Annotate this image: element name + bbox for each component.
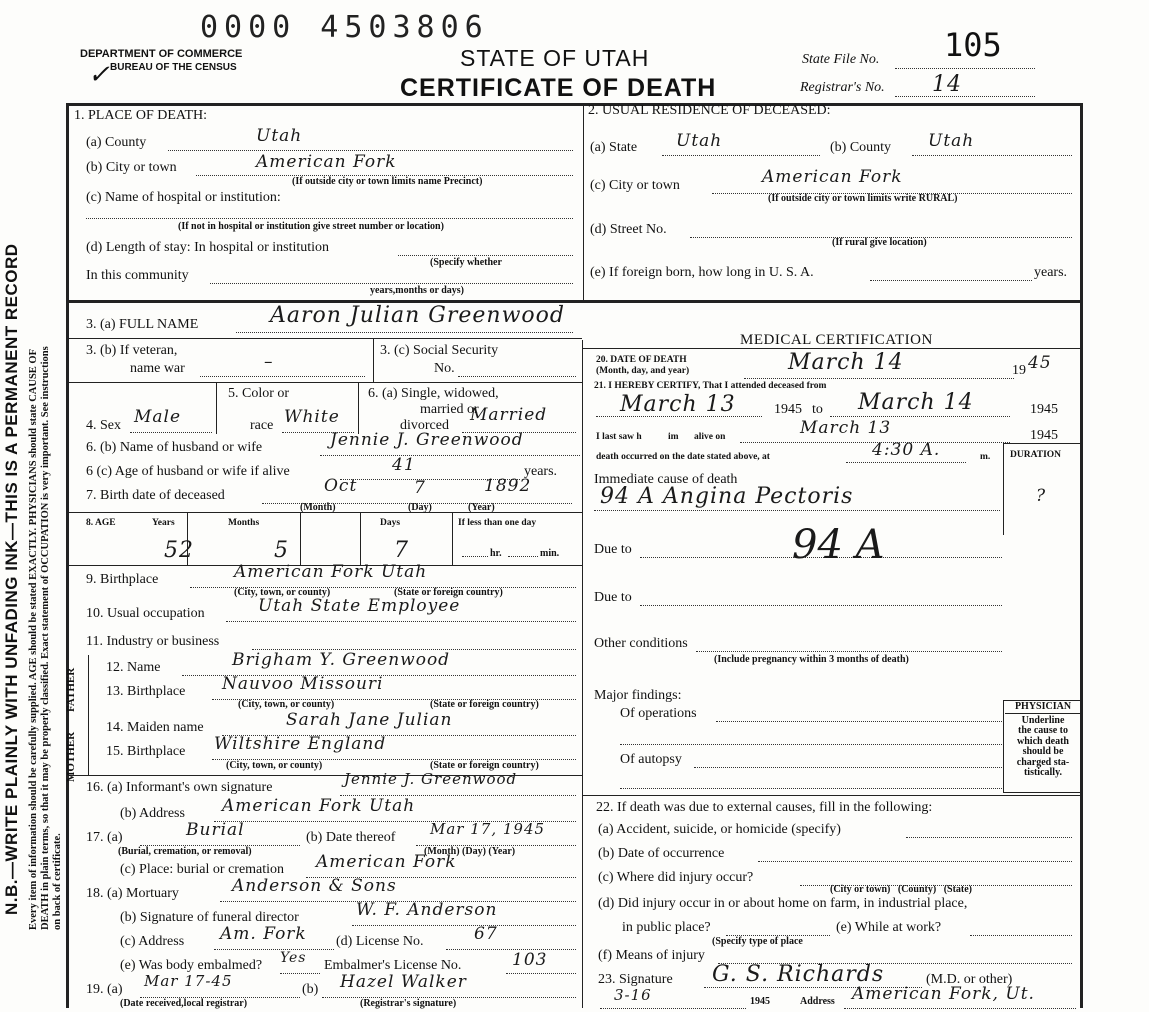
registrar-number: 14 xyxy=(932,72,962,97)
residence-heading: 2. USUAL RESIDENCE OF DECEASED: xyxy=(588,103,831,118)
funeral-director-label: (b) Signature of funeral director xyxy=(120,910,299,925)
age-months-label: Months xyxy=(228,518,260,528)
residence-city-label: (c) City or town xyxy=(590,178,680,193)
state-file-number: 105 xyxy=(944,26,1002,64)
home-label: (d) Did injury occur in or about home on farm, in industrial place, xyxy=(598,896,968,911)
alive-on-year: 1945 xyxy=(1030,428,1058,443)
immediate-cause-label: Immediate cause of death xyxy=(594,472,738,487)
side-warning: N.B.—WRITE PLAINLY WITH UNFADING INK—THIS IS A PERMANENT RECORD xyxy=(2,243,21,915)
state-title: STATE OF UTAH xyxy=(460,45,650,71)
father-label: FATHER xyxy=(65,667,77,712)
birth-year-note: (Year) xyxy=(468,502,495,513)
signature-value: G. S. Richards xyxy=(712,962,885,987)
mother-birthplace-value: Wiltshire England xyxy=(214,734,387,754)
registrar-label: Registrar's No. xyxy=(800,80,885,95)
attended-to-label: to xyxy=(812,402,823,417)
residence-state-label: (a) State xyxy=(590,140,638,155)
immediate-cause-value: 94 A Angina Pectoris xyxy=(600,484,854,509)
received-label: 19. (a) xyxy=(86,982,123,997)
birthplace-label: 9. Birthplace xyxy=(86,572,159,587)
age-days-value: 7 xyxy=(394,538,409,563)
registrar-sig-value: Hazel Walker xyxy=(340,972,467,992)
disposition-date-label: (b) Date thereof xyxy=(306,830,396,845)
embalmed-label: (e) Was body embalmed? xyxy=(120,958,263,973)
hospital-note: (If not in hospital or institution give street number or location) xyxy=(178,221,444,232)
age-years-label: Years xyxy=(152,518,175,528)
father-name-label: 12. Name xyxy=(106,660,161,675)
where-label: (c) Where did injury occur? xyxy=(598,870,754,885)
burial-place-label: (c) Place: burial or cremation xyxy=(120,862,285,877)
residence-city-value: American Fork xyxy=(762,167,903,187)
last-saw-value: im xyxy=(668,432,679,442)
death-city-value: American Fork xyxy=(256,152,397,172)
informant-address-value: American Fork Utah xyxy=(222,796,416,816)
birth-month-note: (Month) xyxy=(300,502,336,513)
physician-box-line: Underline xyxy=(1021,714,1065,726)
medical-heading: MEDICAL CERTIFICATION xyxy=(740,332,933,348)
side-instructions-3: on back of certificate. xyxy=(52,833,63,930)
death-year-prefix: 19 xyxy=(1012,363,1026,378)
informant-address-label: (b) Address xyxy=(120,806,185,821)
birthplace-note-city: (City, town, or county) xyxy=(234,587,331,598)
mother-name-label: 14. Maiden name xyxy=(106,720,204,735)
bureau-label: BUREAU OF THE CENSUS xyxy=(110,62,237,73)
where-note: (City or town) (County) (State) xyxy=(830,884,973,895)
major-findings-label: Major findings: xyxy=(594,688,682,703)
spouse-age-unit: years. xyxy=(524,464,558,479)
side-instructions-1: Every item of information should be carefully supplied. AGE should be stated EXACTLY. PHYSICIANS should state CAUSE OF xyxy=(28,349,39,930)
attended-from-year: 1945 xyxy=(774,402,802,417)
external-heading: 22. If death was due to external causes, fill in the following: xyxy=(596,800,933,815)
signature-address-value: American Fork, Ut. xyxy=(852,984,1035,1004)
spouse-label: 6. (b) Name of husband or wife xyxy=(86,440,263,455)
operations-label: Of operations xyxy=(620,706,697,721)
city-label: (b) City or town xyxy=(86,160,177,175)
ssn-no-label: No. xyxy=(434,361,455,376)
birthplace-value: American Fork Utah xyxy=(234,562,428,582)
father-note-city: (City, town, or county) xyxy=(238,699,335,710)
min-label: min. xyxy=(540,548,560,559)
at-work-label: (e) While at work? xyxy=(836,920,942,935)
license-label: (d) License No. xyxy=(336,934,424,949)
spouse-age-value: 41 xyxy=(392,455,416,475)
street-note: (If rural give location) xyxy=(832,237,927,248)
funeral-director-value: W. F. Anderson xyxy=(356,900,498,920)
sex-value: Male xyxy=(134,407,182,427)
license-value: 67 xyxy=(474,924,498,944)
age-years-value: 52 xyxy=(164,538,194,563)
physician-box-line: charged sta- xyxy=(1016,756,1070,768)
attended-to-value: March 14 xyxy=(858,390,974,415)
industry-label: 11. Industry or business xyxy=(86,634,220,649)
physician-box-line: which death xyxy=(1017,735,1069,747)
mother-label: MOTHER xyxy=(65,731,77,782)
birth-date-label: 7. Birth date of deceased xyxy=(86,488,225,503)
ssn-label: 3. (c) Social Security xyxy=(380,343,499,358)
signature-label: 23. Signature xyxy=(598,972,673,987)
disposition-label: 17. (a) xyxy=(86,830,123,845)
community-label: In this community xyxy=(86,268,189,283)
age-months-value: 5 xyxy=(274,538,289,563)
md-label: (M.D. or other) xyxy=(926,972,1013,987)
disposition-note: (Burial, cremation, or removal) xyxy=(118,846,252,857)
death-time-label: death occurred on the date stated above, at xyxy=(596,452,770,462)
marital-value: Married xyxy=(470,405,548,425)
death-county-value: Utah xyxy=(256,126,303,146)
other-conditions-label: Other conditions xyxy=(594,636,688,651)
hr-label: hr. xyxy=(490,548,502,559)
full-name-value: Aaron Julian Greenwood xyxy=(270,303,565,328)
mortuary-label: 18. (a) Mortuary xyxy=(86,886,179,901)
document-title: CERTIFICATE OF DEATH xyxy=(400,74,717,102)
residence-city-note: (If outside city or town limits write RURAL) xyxy=(768,193,958,204)
community-note: years,months or days) xyxy=(370,285,464,296)
hospital-label: (c) Name of hospital or institution: xyxy=(86,190,281,205)
physician-box-line: PHYSICIAN xyxy=(1005,702,1081,714)
mother-birthplace-label: 15. Birthplace xyxy=(106,744,186,759)
death-year-value: 45 xyxy=(1028,353,1052,373)
signature-address-label: Address xyxy=(800,996,835,1007)
occupation-value: Utah State Employee xyxy=(258,596,461,616)
last-saw-label: I last saw h xyxy=(596,432,642,442)
sex-label: 4. Sex xyxy=(86,418,121,433)
veteran-value: – xyxy=(264,352,274,372)
signature-year: 1945 xyxy=(750,996,770,1007)
occupation-label: 10. Usual occupation xyxy=(86,606,205,621)
duration-label: DURATION xyxy=(1010,450,1062,460)
received-date-value: Mar 17-45 xyxy=(144,972,233,990)
county-label: (a) County xyxy=(86,135,147,150)
department-label: DEPARTMENT OF COMMERCE xyxy=(80,48,243,60)
spouse-value: Jennie J. Greenwood xyxy=(330,430,524,450)
mother-name-value: Sarah Jane Julian xyxy=(286,710,453,730)
informant-sig-value: Jennie J. Greenwood xyxy=(344,770,518,788)
father-birthplace-value: Nauvoo Missouri xyxy=(222,674,384,694)
received-note: (Date received,local registrar) xyxy=(120,998,248,1009)
physician-box-line: should be xyxy=(1022,746,1064,757)
mortuary-address-value: Am. Fork xyxy=(220,924,307,944)
disposition-value: Burial xyxy=(186,820,245,840)
serial-number: 0000 4503806 xyxy=(200,10,489,45)
place-of-death-heading: 1. PLACE OF DEATH: xyxy=(74,108,208,123)
birth-day-note: (Day) xyxy=(408,502,432,513)
father-name-value: Brigham Y. Greenwood xyxy=(232,650,451,670)
stay-note: (Specify whether xyxy=(430,257,502,268)
mother-note-city: (City, town, or county) xyxy=(226,760,323,771)
veteran-label: 3. (b) If veteran, xyxy=(86,343,178,358)
date-of-death-label: 20. DATE OF DEATH xyxy=(596,355,687,365)
accident-label: (a) Accident, suicide, or homicide (specify) xyxy=(598,822,841,837)
death-time-m: m. xyxy=(980,452,991,462)
residence-county-value: Utah xyxy=(928,131,975,151)
foreign-label: (e) If foreign born, how long in U. S. A. xyxy=(590,265,814,280)
specify-place-note: (Specify type of place xyxy=(712,936,803,947)
marital-label: 6. (a) Single, widowed, xyxy=(368,386,499,401)
age-days-label: Days xyxy=(380,518,401,528)
spouse-age-label: 6 (c) Age of husband or wife if alive xyxy=(86,464,290,479)
full-name-label: 3. (a) FULL NAME xyxy=(86,317,199,332)
father-birthplace-label: 13. Birthplace xyxy=(106,684,186,699)
check-mark-icon: ✓ xyxy=(88,60,110,89)
due-to-label-1: Due to xyxy=(594,542,632,557)
city-note: (If outside city or town limits name Precinct) xyxy=(292,176,483,187)
state-file-label: State File No. xyxy=(802,52,880,67)
mother-note-state: (State or foreign country) xyxy=(430,760,539,771)
embalmer-license-value: 103 xyxy=(512,950,548,970)
due-to-label-2: Due to xyxy=(594,590,632,605)
birth-year-value: 1892 xyxy=(484,476,532,496)
race-value: White xyxy=(284,407,340,427)
occurrence-label: (b) Date of occurrence xyxy=(598,846,725,861)
physician-box xyxy=(1005,702,1081,779)
due-to-value-1: 94 A xyxy=(792,522,885,568)
residence-state-value: Utah xyxy=(676,131,723,151)
residence-county-label: (b) County xyxy=(830,140,892,155)
date-of-death-value: March 14 xyxy=(788,350,904,375)
attended-to-year: 1945 xyxy=(1030,402,1058,417)
other-conditions-note: (Include pregnancy within 3 months of death) xyxy=(714,654,909,665)
informant-sig-label: 16. (a) Informant's own signature xyxy=(86,780,273,795)
side-instructions-2: DEATH in plain terms, so that it may be properly classified. Exact statement of OCCUPATION is very important. See instructions xyxy=(40,346,51,930)
father-note-state: (State or foreign country) xyxy=(430,699,539,710)
veteran-war-label: name war xyxy=(130,361,185,376)
marital-label-3: divorced xyxy=(400,418,449,433)
physician-box-line: the cause to xyxy=(1018,725,1068,736)
registrar-sig-note: (Registrar's signature) xyxy=(360,998,457,1009)
stay-label: (d) Length of stay: In hospital or institution xyxy=(86,240,330,255)
public-place-label: in public place? xyxy=(622,920,711,935)
disposition-date-value: Mar 17, 1945 xyxy=(430,820,546,838)
date-of-death-note: (Month, day, and year) xyxy=(596,366,690,376)
attended-from-value: March 13 xyxy=(620,392,736,417)
birth-month-value: Oct xyxy=(324,476,358,496)
embalmer-license-label: Embalmer's License No. xyxy=(324,958,462,973)
foreign-unit: years. xyxy=(1034,265,1068,280)
less-than-day-label: If less than one day xyxy=(458,518,537,528)
alive-on-label: alive on xyxy=(694,432,726,442)
means-label: (f) Means of injury xyxy=(598,948,705,963)
mortuary-address-label: (c) Address xyxy=(120,934,185,949)
physician-box-line: tistically. xyxy=(1023,767,1063,778)
autopsy-label: Of autopsy xyxy=(620,752,682,767)
death-time-value: 4:30 A. xyxy=(872,440,941,460)
race-label: race xyxy=(250,418,274,433)
duration-value: ? xyxy=(1036,486,1047,506)
birth-day-value: 7 xyxy=(414,478,426,498)
embalmed-value: Yes xyxy=(280,950,307,966)
alive-on-value: March 13 xyxy=(800,418,892,438)
color-label: 5. Color or xyxy=(228,386,290,401)
age-label: 8. AGE xyxy=(86,518,116,528)
street-label: (d) Street No. xyxy=(590,222,667,237)
birthplace-note-state: (State or foreign country) xyxy=(394,587,503,598)
mortuary-value: Anderson & Sons xyxy=(232,876,397,896)
signature-date-value: 3-16 xyxy=(614,986,652,1004)
registrar-sig-label: (b) xyxy=(302,982,319,997)
disposition-date-note: (Month) (Day) (Year) xyxy=(424,846,516,857)
certify-label: 21. I HEREBY CERTIFY, That I attended deceased from xyxy=(594,381,827,391)
burial-place-value: American Fork xyxy=(316,852,457,872)
marital-label-2: married or xyxy=(420,402,479,417)
